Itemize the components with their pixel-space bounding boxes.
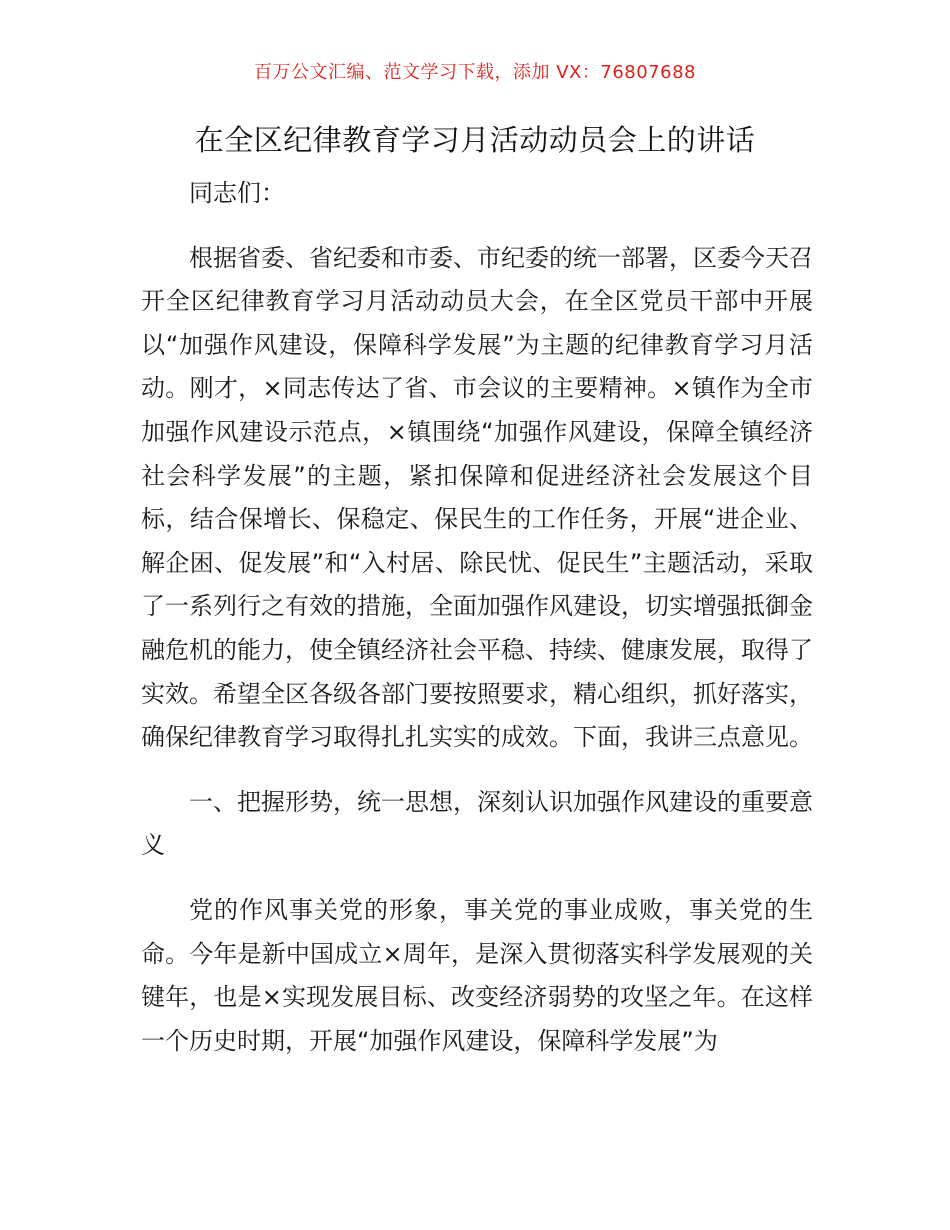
paragraph-1: 根据省委、省纪委和市委、市纪委的统一部署，区委今天召开全区纪律教育学习月活动动员大会，在全区党员干部中开展以“加强作风建设，保障科学发展”为主题的纪律教育学习月活动。刚才，×同志传达了省、市会议的主要精神。×镇作为全市加强作风建设示范点，×镇围绕“加强作风建设，保障全镇经济社会科学发展”的主题，紧扣保障和促进经济社会发展这个目标，结合保增长、保稳定、保民生的工作任务，开展“进企业、解企困、促发展”和“入村居、除民忧、促民生”主题活动，采取了一系列行之有效的措施，全面加强作风建设，切实增强抵御金融危机的能力，使全镇经济社会平稳、持续、健康发展，取得了实效。希望全区各级各部门要按照要求，精心组织，抓好落实，确保纪律教育学习取得扎扎实实的成效。下面，我讲三点意见。	[141, 243, 813, 752]
document-title: 在全区纪律教育学习月活动动员会上的讲话	[194, 123, 756, 157]
section-heading-1: 一、把握形势，统一思想，深刻认识加强作风建设的重要意义	[141, 787, 813, 860]
paragraph-2: 党的作风事关党的形象，事关党的事业成败，事关党的生命。今年是新中国成立×周年，是深入贯彻落实科学发展观的关键年，也是×实现发展目标、改变经济弱势的攻坚之年。在这样一个历史时期，开展“加强作风建设，保障科学发展”为	[141, 895, 813, 1055]
document-body	[141, 172, 813, 1063]
greeting: 同志们：	[189, 179, 285, 207]
watermark-header: 百万公文汇编、范文学习下载，添加 VX：76807688	[254, 62, 696, 83]
